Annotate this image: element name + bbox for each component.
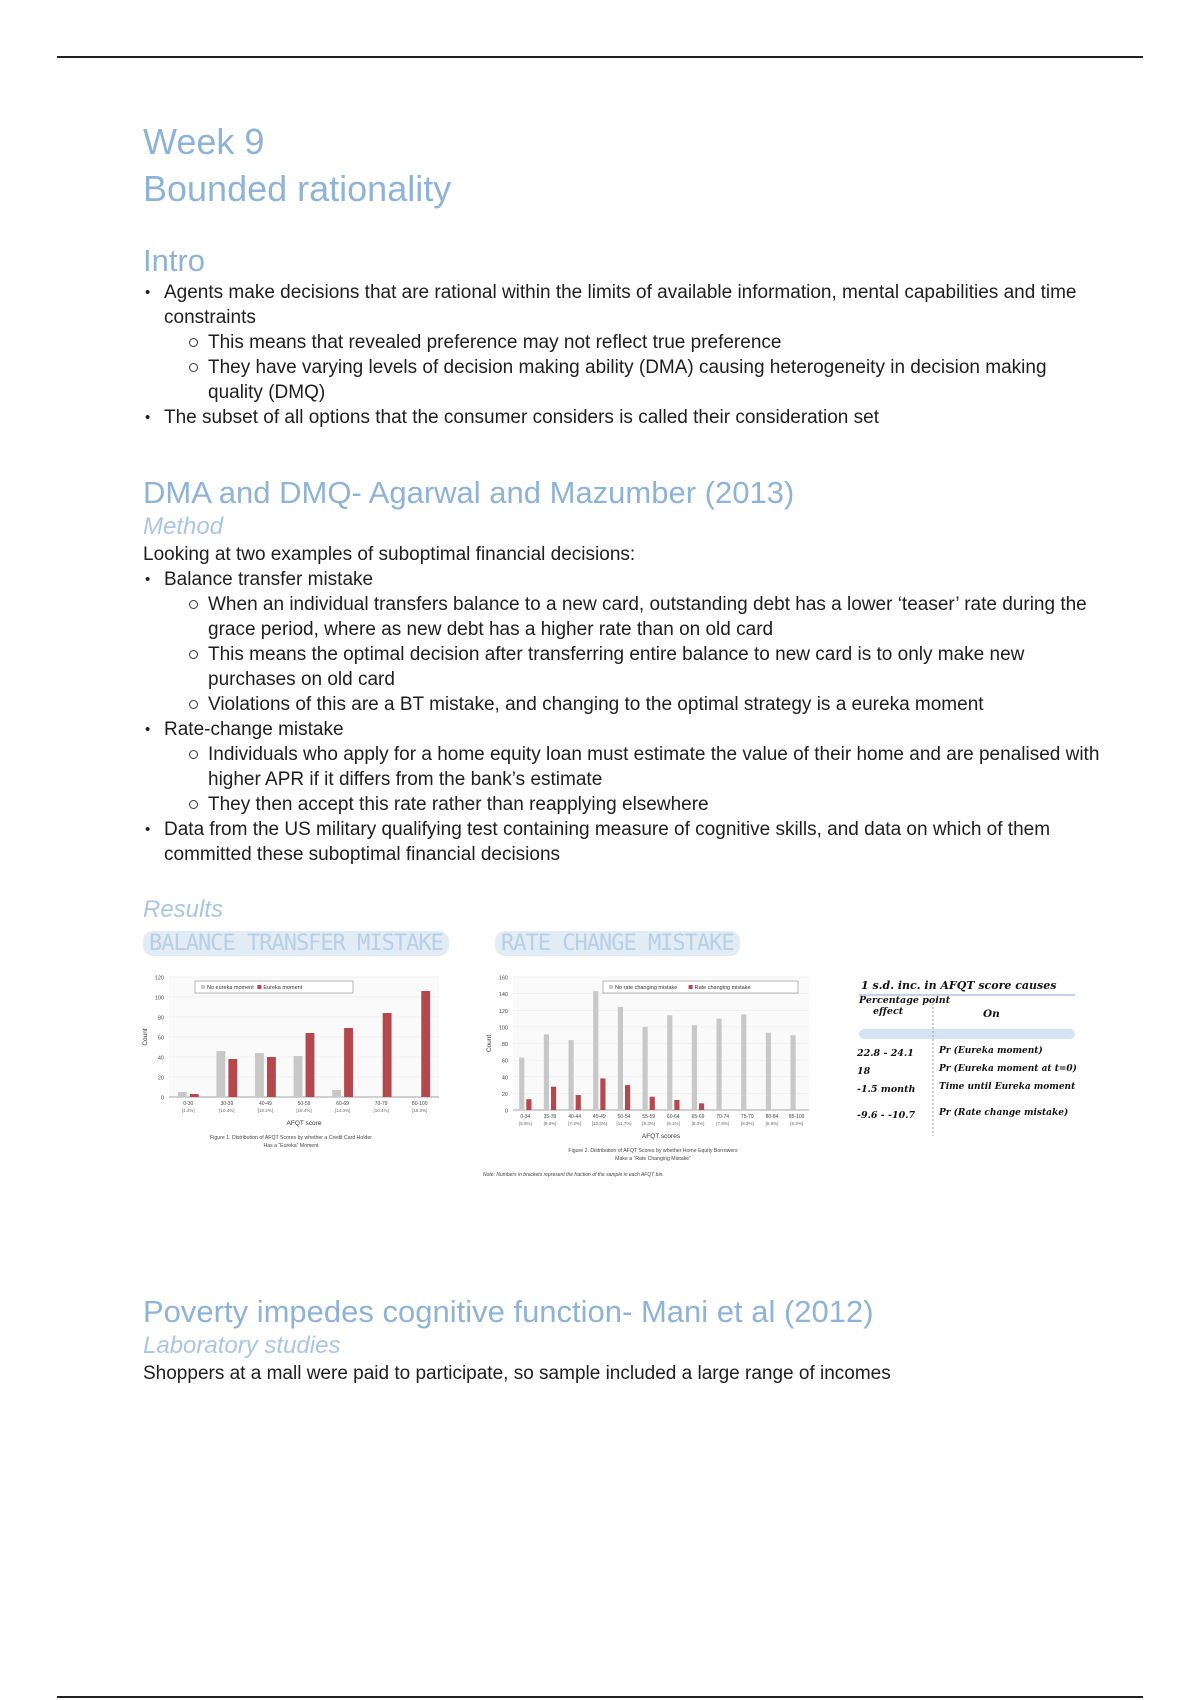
x-tick-label: 70-74	[716, 1114, 730, 1120]
x-tick-label: 85-100	[788, 1114, 805, 1120]
figure-caption: Figure 1. Distribution of AFQT Scores by whether a Credit Card Holder Has a “Eureka” Moment	[210, 1135, 372, 1149]
x-tick-sublabel: [10.2%]	[257, 1108, 274, 1113]
x-tick-label: 55-59	[642, 1114, 656, 1120]
effect-value: -9.6 - -10.7	[857, 1110, 916, 1121]
bar	[383, 1013, 392, 1097]
x-tick-sublabel: [8.3%]	[642, 1121, 656, 1126]
bar	[593, 991, 598, 1110]
y-tick-label: 40	[501, 1075, 508, 1082]
effect-value: 18	[857, 1066, 871, 1077]
x-tick-sublabel: [8.0%]	[691, 1121, 705, 1126]
bar	[643, 1027, 648, 1110]
document-body	[143, 118, 1103, 1386]
bar	[791, 1035, 796, 1110]
col2-header: On	[983, 1008, 1000, 1020]
list-item: They have varying levels of decision making ability (DMA) causing heterogeneity in decision making quality (DMQ)	[143, 355, 1103, 405]
results-figures	[143, 931, 1103, 1231]
y-tick-label: 120	[498, 1008, 508, 1015]
table-title: 1 s.d. inc. in AFQT score causes	[861, 979, 1057, 992]
y-tick-label: 120	[154, 975, 164, 982]
results-heading: Results	[143, 896, 224, 923]
x-tick-sublabel: [18.0%]	[412, 1108, 428, 1113]
page-title: Bounded rationality	[143, 168, 452, 209]
x-tick-sublabel: [5.8%]	[518, 1121, 532, 1126]
x-tick-label: 50-59	[297, 1101, 311, 1107]
x-tick-label: 60-69	[336, 1101, 349, 1107]
figure-caption: Figure 2. Distribution of AFQT Scores by whether Home Equity Borrowers Make a “Rate Changing Mistake”	[568, 1148, 738, 1162]
sub-list	[164, 742, 1103, 817]
bar	[190, 1094, 199, 1097]
x-tick-label: 0-34	[520, 1114, 531, 1120]
dma-heading: DMA and DMQ- Agarwal and Mazumber (2013)	[143, 475, 795, 510]
legend	[195, 981, 353, 993]
sub-list	[164, 592, 1103, 717]
legend-swatch	[201, 985, 205, 989]
bar	[600, 1078, 605, 1110]
bar	[699, 1103, 704, 1110]
legend-swatch	[609, 985, 613, 989]
x-axis-label: AFQT score	[286, 1120, 322, 1127]
x-tick-sublabel: [8.6%]	[543, 1121, 557, 1126]
x-tick-sublabel: [18.4%]	[296, 1108, 312, 1113]
bar	[255, 1053, 264, 1097]
y-axis-label: Count	[486, 1034, 493, 1053]
list-item: This means that revealed preference may not reflect true preference	[143, 330, 1103, 355]
bar	[344, 1028, 353, 1097]
effect-target: Pr (Eureka moment at t=0)	[939, 1064, 1077, 1074]
x-tick-label: 0-30	[183, 1101, 194, 1107]
sub-list	[164, 330, 1103, 405]
y-tick-label: 100	[498, 1025, 508, 1032]
y-tick-label: 80	[501, 1042, 508, 1048]
y-tick-label: 60	[157, 1035, 164, 1042]
x-tick-label: 35-39	[543, 1114, 557, 1120]
x-tick-sublabel: [10.4%]	[219, 1108, 235, 1113]
bar	[306, 1033, 315, 1097]
bar	[519, 1058, 524, 1110]
bar	[667, 1015, 672, 1110]
figure-note: Note: Numbers in brackets represent the fraction of the sample in each AFQT bin.	[483, 1172, 664, 1178]
header-highlight	[859, 1029, 1075, 1039]
x-tick-sublabel: [6.3%]	[790, 1121, 804, 1126]
effect-target: Pr (Eureka moment)	[939, 1046, 1043, 1056]
bar	[544, 1034, 549, 1110]
effect-target: Pr (Rate change mistake)	[939, 1108, 1069, 1118]
x-tick-label: 40-44	[568, 1114, 582, 1120]
balance-transfer-chart	[143, 971, 443, 1201]
x-tick-label: 30-39	[220, 1101, 234, 1107]
y-axis-label: Count	[142, 1028, 149, 1046]
bar	[178, 1092, 187, 1097]
x-tick-sublabel: [13.3%]	[591, 1121, 607, 1126]
list-item: They then accept this rate rather than reapplying elsewhere	[143, 792, 1103, 817]
bar	[766, 1033, 771, 1110]
method-list	[143, 567, 1103, 867]
x-tick-label: 70-79	[374, 1101, 388, 1107]
legend-swatch	[689, 985, 693, 989]
legend-entry: No eureka moment	[207, 985, 254, 991]
bullet-text: Agents make decisions that are rational within the limits of available information, mental capabilities and time constraints	[164, 282, 1077, 328]
legend-entry: Eureka moment	[263, 985, 303, 991]
col1-header: Percentage point effect	[859, 995, 951, 1017]
effect-value: -1.5 month	[857, 1084, 916, 1095]
intro-list	[143, 280, 1103, 430]
lab-studies-text: Shoppers at a mall were paid to participate, so sample included a large range of incomes	[143, 1363, 891, 1384]
x-tick-sublabel: [7.8%]	[716, 1121, 730, 1126]
x-tick-sublabel: [8.2%]	[740, 1121, 754, 1126]
list-item	[143, 280, 1103, 405]
y-tick-label: 60	[501, 1058, 508, 1065]
x-tick-label: 75-79	[740, 1114, 754, 1120]
list-item: Violations of this are a BT mistake, and changing to the optimal strategy is a eureka moment	[143, 692, 1103, 717]
x-axis-label: AFQT scores	[641, 1133, 681, 1140]
legend-entry: Rate changing mistake	[694, 985, 751, 991]
top-rule	[57, 56, 1143, 58]
afqt-effects-table	[853, 971, 1083, 1141]
bar	[421, 991, 430, 1097]
x-tick-label: 65-69	[691, 1114, 705, 1120]
bar	[576, 1095, 581, 1110]
bar	[216, 1051, 225, 1097]
table-rows	[856, 1045, 1077, 1121]
bar	[692, 1025, 697, 1110]
legend-swatch	[257, 985, 261, 989]
y-tick-label: 40	[157, 1055, 164, 1062]
list-item: • Data from the US military qualifying test containing measure of cognitive skills, and data on which of them committed these suboptimal financial decisions	[143, 817, 1103, 867]
y-tick-label: 20	[157, 1075, 164, 1082]
bar	[625, 1085, 630, 1110]
legend-entry: No rate changing mistake	[615, 985, 678, 991]
bar	[526, 1099, 531, 1110]
x-tick-sublabel: [11.7%]	[616, 1121, 632, 1126]
y-tick-label: 140	[498, 992, 508, 999]
bar	[551, 1087, 556, 1110]
y-tick-label: 80	[157, 1015, 164, 1022]
x-tick-sublabel: [8.1%]	[666, 1121, 680, 1126]
bar	[650, 1097, 655, 1110]
list-item: When an individual transfers balance to a new card, outstanding debt has a lower ‘teaser’ rate during the grace period, where as new debt has a higher rate than on old card	[143, 592, 1103, 642]
poverty-heading: Poverty impedes cognitive function- Mani et al (2012)	[143, 1294, 874, 1329]
bar	[228, 1059, 237, 1097]
x-tick-label: 60-64	[666, 1114, 680, 1120]
bar	[332, 1090, 341, 1097]
effect-value: 22.8 - 24.1	[857, 1048, 914, 1059]
list-item: • The subset of all options that the consumer considers is called their consideration set	[143, 405, 1103, 430]
rc-mistake-label: RATE CHANGE MISTAKE	[495, 931, 740, 956]
bar	[294, 1056, 303, 1097]
bar	[717, 1019, 722, 1110]
legend	[603, 981, 798, 993]
bt-mistake-label: BALANCE TRANSFER MISTAKE	[143, 931, 449, 956]
bullet-text: Balance transfer mistake	[164, 569, 374, 590]
y-tick-label: 0	[160, 1095, 164, 1102]
bar	[569, 1040, 574, 1110]
y-tick-label: 20	[501, 1091, 508, 1098]
x-tick-label: 50-54	[617, 1114, 631, 1120]
lab-studies-heading: Laboratory studies	[143, 1332, 341, 1359]
bar	[674, 1100, 679, 1110]
bar	[267, 1057, 276, 1097]
x-tick-sublabel: [10.4%]	[373, 1108, 389, 1113]
method-intro: Looking at two examples of suboptimal financial decisions:	[143, 544, 636, 565]
x-tick-label: 80-100	[411, 1101, 428, 1107]
x-tick-sublabel: [14.3%]	[334, 1108, 351, 1113]
y-tick-label: 100	[154, 995, 164, 1002]
x-tick-label: 40-49	[259, 1101, 272, 1107]
list-item: This means the optimal decision after transferring entire balance to new card is to only make new purchases on old card	[143, 642, 1103, 692]
intro-heading: Intro	[143, 243, 206, 278]
x-tick-label: 80-84	[765, 1114, 779, 1120]
list-item	[143, 567, 1103, 717]
effect-target: Time until Eureka moment	[939, 1082, 1076, 1092]
bullet-text: Rate-change mistake	[164, 719, 344, 740]
x-tick-label: 45-49	[592, 1114, 606, 1120]
bar	[741, 1014, 746, 1110]
list-item: Individuals who apply for a home equity loan must estimate the value of their home and are penalised with higher APR if it differs from the bank’s estimate	[143, 742, 1103, 792]
week-title: Week 9	[143, 121, 265, 162]
rate-change-chart	[483, 971, 813, 1226]
list-item	[143, 717, 1103, 817]
bottom-rule	[57, 1696, 1143, 1698]
bar	[618, 1007, 623, 1110]
x-tick-sublabel: [1.2%]	[181, 1108, 195, 1113]
x-tick-sublabel: [7.3%]	[568, 1121, 582, 1126]
y-tick-label: 160	[498, 975, 508, 982]
method-heading: Method	[143, 513, 224, 540]
x-tick-sublabel: [6.8%]	[765, 1121, 779, 1126]
y-tick-label: 0	[504, 1108, 508, 1115]
